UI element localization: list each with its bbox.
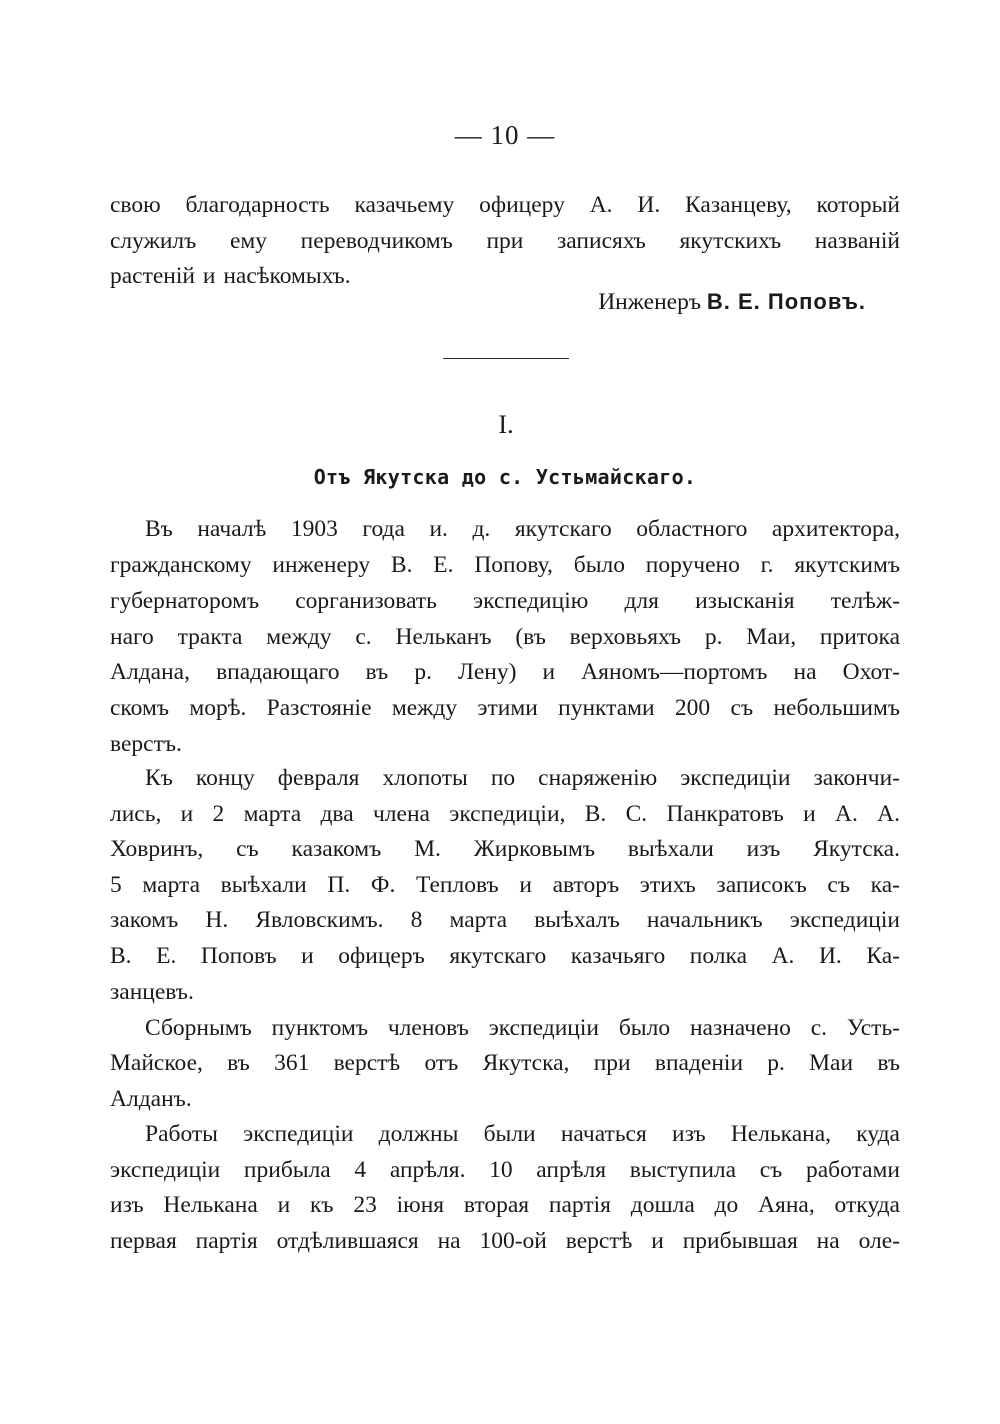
paragraph-line: Ховринъ, съ казакомъ М. Жирковымъ выѣхали изъ Якутска. [110, 836, 900, 862]
paragraph-line: Работы экспедицiи должны были начаться изъ Нелькана, куда [145, 1121, 900, 1147]
paragraph-line: первая партiя отдѣлившаяся на 100-ой верстѣ и прибывшая на оле- [110, 1228, 900, 1254]
section-number: I. [498, 410, 514, 439]
paragraph-line: Алдана, впадающаго въ р. Лену) и Аяномъ—портомъ на Охот- [110, 659, 900, 685]
paragraph-line: Сборнымъ пунктомъ членовъ экспедицiи было назначено с. Усть- [145, 1015, 900, 1041]
paragraph-line: верстъ. [110, 731, 182, 757]
paragraph-line: изъ Нелькана и къ 23 iюня вторая партiя дошла до Аяна, откуда [110, 1192, 900, 1218]
paragraph-line: закомъ Н. Явловскимъ. 8 марта выѣхалъ начальникъ экспедицiи [110, 907, 900, 933]
paragraph-line: лись, и 2 марта два члена экспедицiи, В. С. Панкратовъ и А. А. [110, 801, 900, 827]
paragraph-line: Въ началѣ 1903 года и. д. якутскаго областного архитектора, [145, 516, 900, 542]
paragraph-line: скомъ морѣ. Разстоянiе между этими пунктами 200 съ небольшимъ [110, 695, 900, 721]
paragraph-line: занцевъ. [110, 979, 194, 1005]
paragraph-line: В. Е. Поповъ и офицеръ якутскаго казачьяго полка А. И. Ка- [110, 943, 900, 969]
section-heading: Отъ Якутска до с. Устьмайскаго. [313, 465, 697, 489]
paragraph-line: гражданскому инженеру В. Е. Попову, было поручено г. якутскимъ [110, 552, 900, 578]
paragraph-line: 5 марта выѣхали П. Ф. Тепловъ и авторъ этихъ записокъ съ ка- [110, 872, 900, 898]
paragraph-line: Къ концу февраля хлопоты по снаряженiю экспедицiи закончи- [145, 765, 900, 791]
section-divider [443, 358, 569, 359]
intro-line: свою благодарность казачьему офицеру А. И. Казанцеву, который [110, 192, 900, 218]
signature [0, 287, 866, 317]
signature-title: Инженеръ [598, 289, 701, 315]
intro-line: служилъ ему переводчикомъ при записяхъ якутскихъ названiй [110, 228, 900, 254]
paragraph-line: Алданъ. [110, 1086, 192, 1112]
paragraph-line: губернаторомъ сорганизовать экспедицiю для изысканiя телѣж- [110, 588, 900, 614]
intro-line: растенiй и насѣкомыхъ. [110, 263, 351, 289]
paragraph-line: экспедицiи прибыла 4 апрѣля. 10 апрѣля выступила съ работами [110, 1157, 900, 1183]
signature-name: В. Е. Поповъ. [706, 289, 866, 314]
paragraph-line: наго тракта между с. Нельканъ (въ верховьяхъ р. Маи, притока [110, 624, 900, 650]
paragraph-line: Майское, въ 361 верстѣ отъ Якутска, при впаденiи р. Маи въ [110, 1050, 900, 1076]
page-number: — 10 — [454, 120, 556, 150]
